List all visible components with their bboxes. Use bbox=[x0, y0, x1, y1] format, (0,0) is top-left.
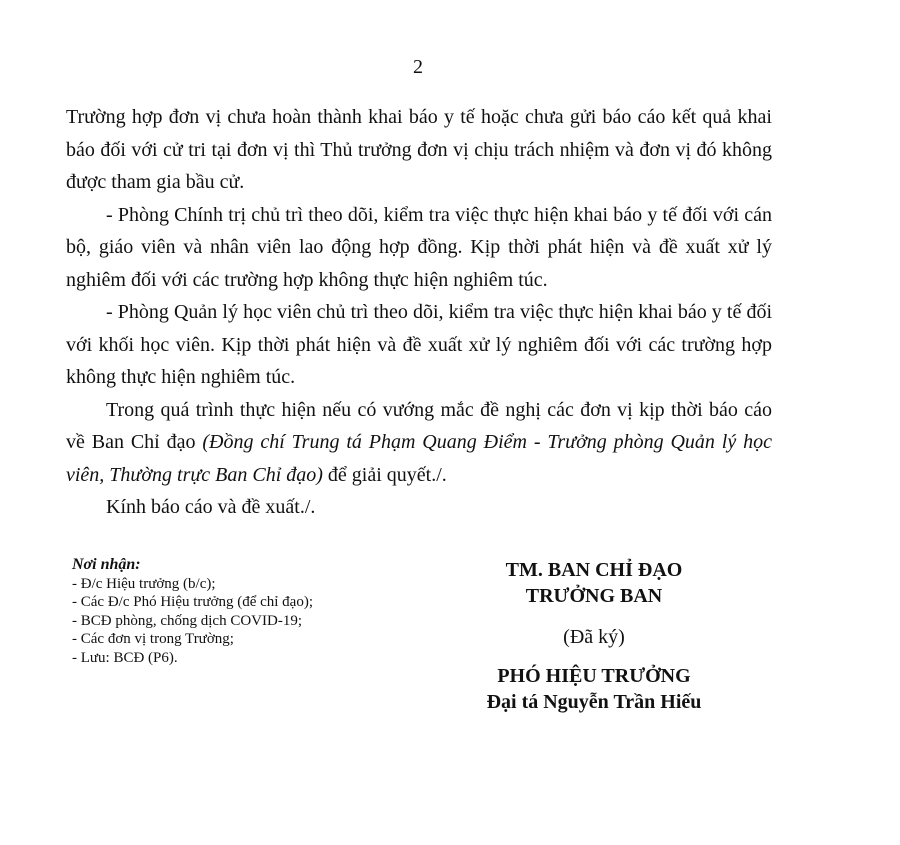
signature-role: TRƯỞNG BAN bbox=[525, 585, 663, 607]
signature-block bbox=[454, 557, 734, 715]
paragraph-2: - Phòng Chính trị chủ trì theo dõi, kiểm tra việc thực hiện khai báo y tế đối với cán bộ, giáo viên và nhân viên lao động hợp đồng. Kịp thời phát hiện và đề xuất xử lý nghiêm đối với các trường hợp không thực hiện nghiêm túc. bbox=[66, 203, 772, 291]
recipient-item: - Đ/c Hiệu trưởng (b/c); bbox=[72, 575, 216, 592]
recipient-item: - Các đơn vị trong Trường; bbox=[72, 631, 234, 647]
recipients-block bbox=[72, 556, 402, 667]
signature-org: TM. BAN CHỈ ĐẠO bbox=[505, 559, 683, 581]
paragraph-4-italic: (Đồng chí Trung tá Phạm Quang Điểm - Trưởng phòng Quản lý học viên, Thường trực Ban Chỉ đạo) bbox=[66, 431, 772, 486]
recipient-item: - Lưu: BCĐ (P6). bbox=[72, 649, 178, 666]
signer-position: PHÓ HIỆU TRƯỞNG bbox=[497, 665, 691, 687]
paragraph-4-end: để giải quyết./. bbox=[322, 463, 447, 486]
page-number: 2 bbox=[413, 56, 423, 78]
paragraph-5: Kính báo cáo và đề xuất./. bbox=[106, 496, 316, 518]
signer-name: Đại tá Nguyễn Trần Hiếu bbox=[486, 691, 702, 713]
recipient-item: - BCĐ phòng, chống dịch COVID-19; bbox=[72, 612, 302, 629]
paragraph-4 bbox=[66, 394, 772, 492]
paragraph-1: Trường hợp đơn vị chưa hoàn thành khai báo y tế hoặc chưa gửi báo cáo kết quả khai báo đối với cử tri tại đơn vị thì Thủ trưởng đơn vị chịu trách nhiệm và đơn vị đó không được tham gia bầu cử. bbox=[66, 106, 772, 193]
signature-status: (Đã ký) bbox=[563, 626, 625, 648]
paragraph-4-start: Trong quá trình thực hiện nếu có vướng mắc đề nghị các đơn vị kịp thời báo cáo về Ban Chỉ đạo bbox=[66, 398, 772, 453]
paragraph-3: - Phòng Quản lý học viên chủ trì theo dõi, kiểm tra việc thực hiện khai báo y tế đối với khối học viên. Kịp thời phát hiện và đề xuất xử lý nghiêm đối với các trường hợp không thực hiện nghiêm túc. bbox=[66, 301, 772, 388]
recipient-item: - Các Đ/c Phó Hiệu trưởng (để chỉ đạo); bbox=[72, 594, 313, 610]
document-body bbox=[66, 101, 772, 524]
recipients-title: Nơi nhận: bbox=[72, 556, 141, 573]
